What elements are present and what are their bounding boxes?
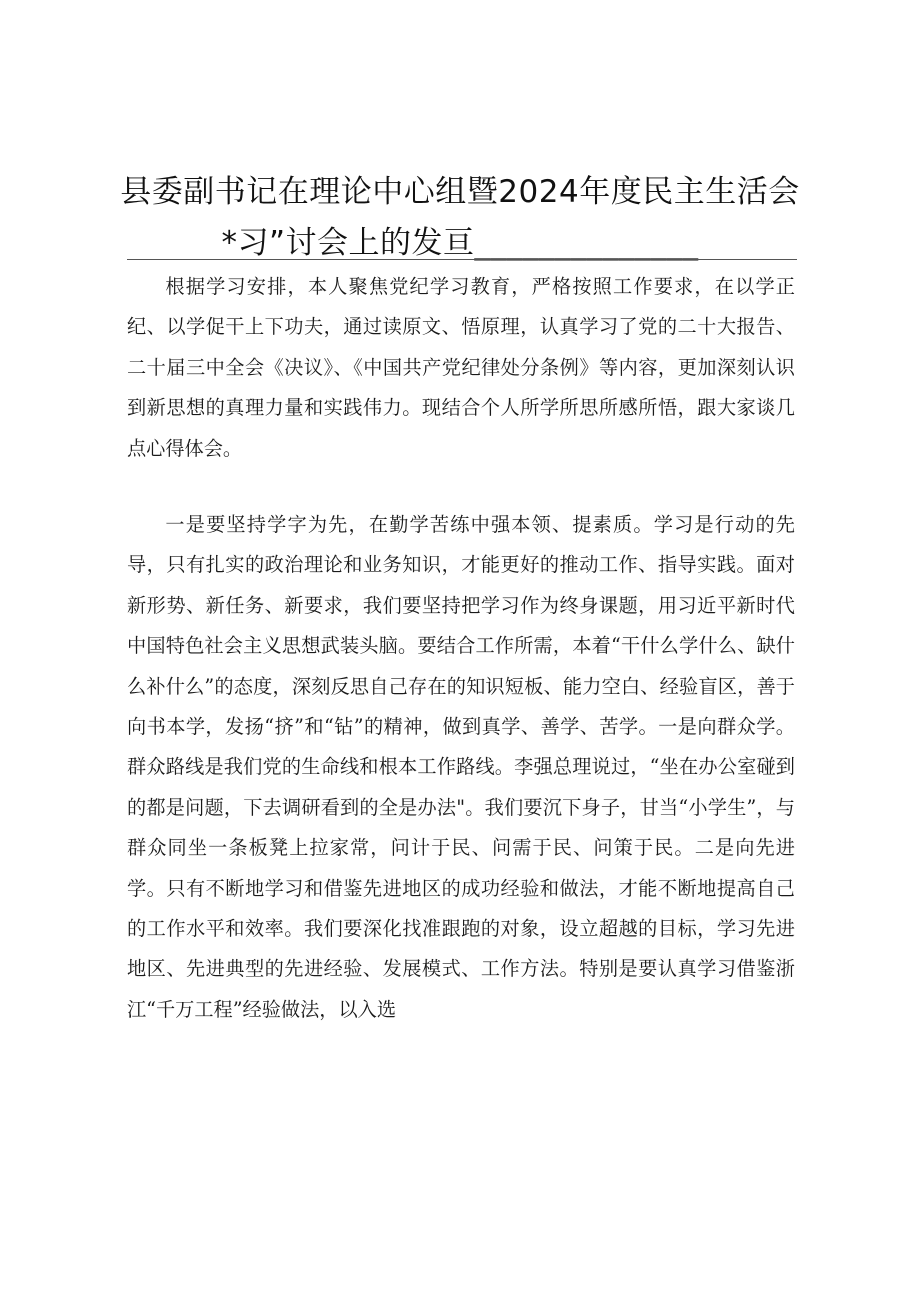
document-title-line-2: *习”讨会上的发亘______________ <box>221 225 699 261</box>
body-paragraph-point-one: 一是要坚持学字为先，在勤学苦练中强本领、提素质。学习是行动的先导，只有扎实的政治理论和业务知识，才能更好的推动工作、指导实践。面对新形势、新任务、新要求，我们要坚持把学习作为终身课题，用习近平新时代中国特色社会主义思想武装头脑。要结合工作所需，本着“干什么学什么、缺什么补什么”的态度，深刻反思自己存在的知识短板、能力空白、经验盲区，善于向书本学，发扬“挤”和“钻”的精神，做到真学、善学、苦学。一是向群众学。群众路线是我们党的生命线和根本工作路线。李强总理说过，“坐在办公室碰到的都是问题，下去调研看到的全是办法"。我们要沉下身子，甘当“小学生”，与群众同坐一条板凳上拉家常，问计于民、问需于民、问策于民。二是向先进学。只有不断地学习和借鉴先进地区的成功经验和做法，才能不断地提高自己的工作水平和效率。我们要深化找准跟跑的对象，设立超越的目标，学习先进地区、先进典型的先进经验、发展模式、工作方法。特别是要认真学习借鉴浙江“千万工程”经验做法，以入选 <box>127 513 795 1021</box>
document-title-line-1: 县委副书记在理论中心组暨2024年度民主生活会 <box>120 174 800 210</box>
title-underline-rule <box>127 259 797 260</box>
body-paragraph-intro: 根据学习安排，本人聚焦党纪学习教育，严格按照工作要求，在以学正纪、以学促干上下功夫，通过读原文、悟原理，认真学习了党的二十大报告、二十届三中全会《决议》、《中国共产党纪律处分条例》等内容，更加深刻认识到新思想的真理力量和实践伟力。现结合个人所学所思所感所悟，跟大家谈几点心得体会。 <box>127 275 795 460</box>
